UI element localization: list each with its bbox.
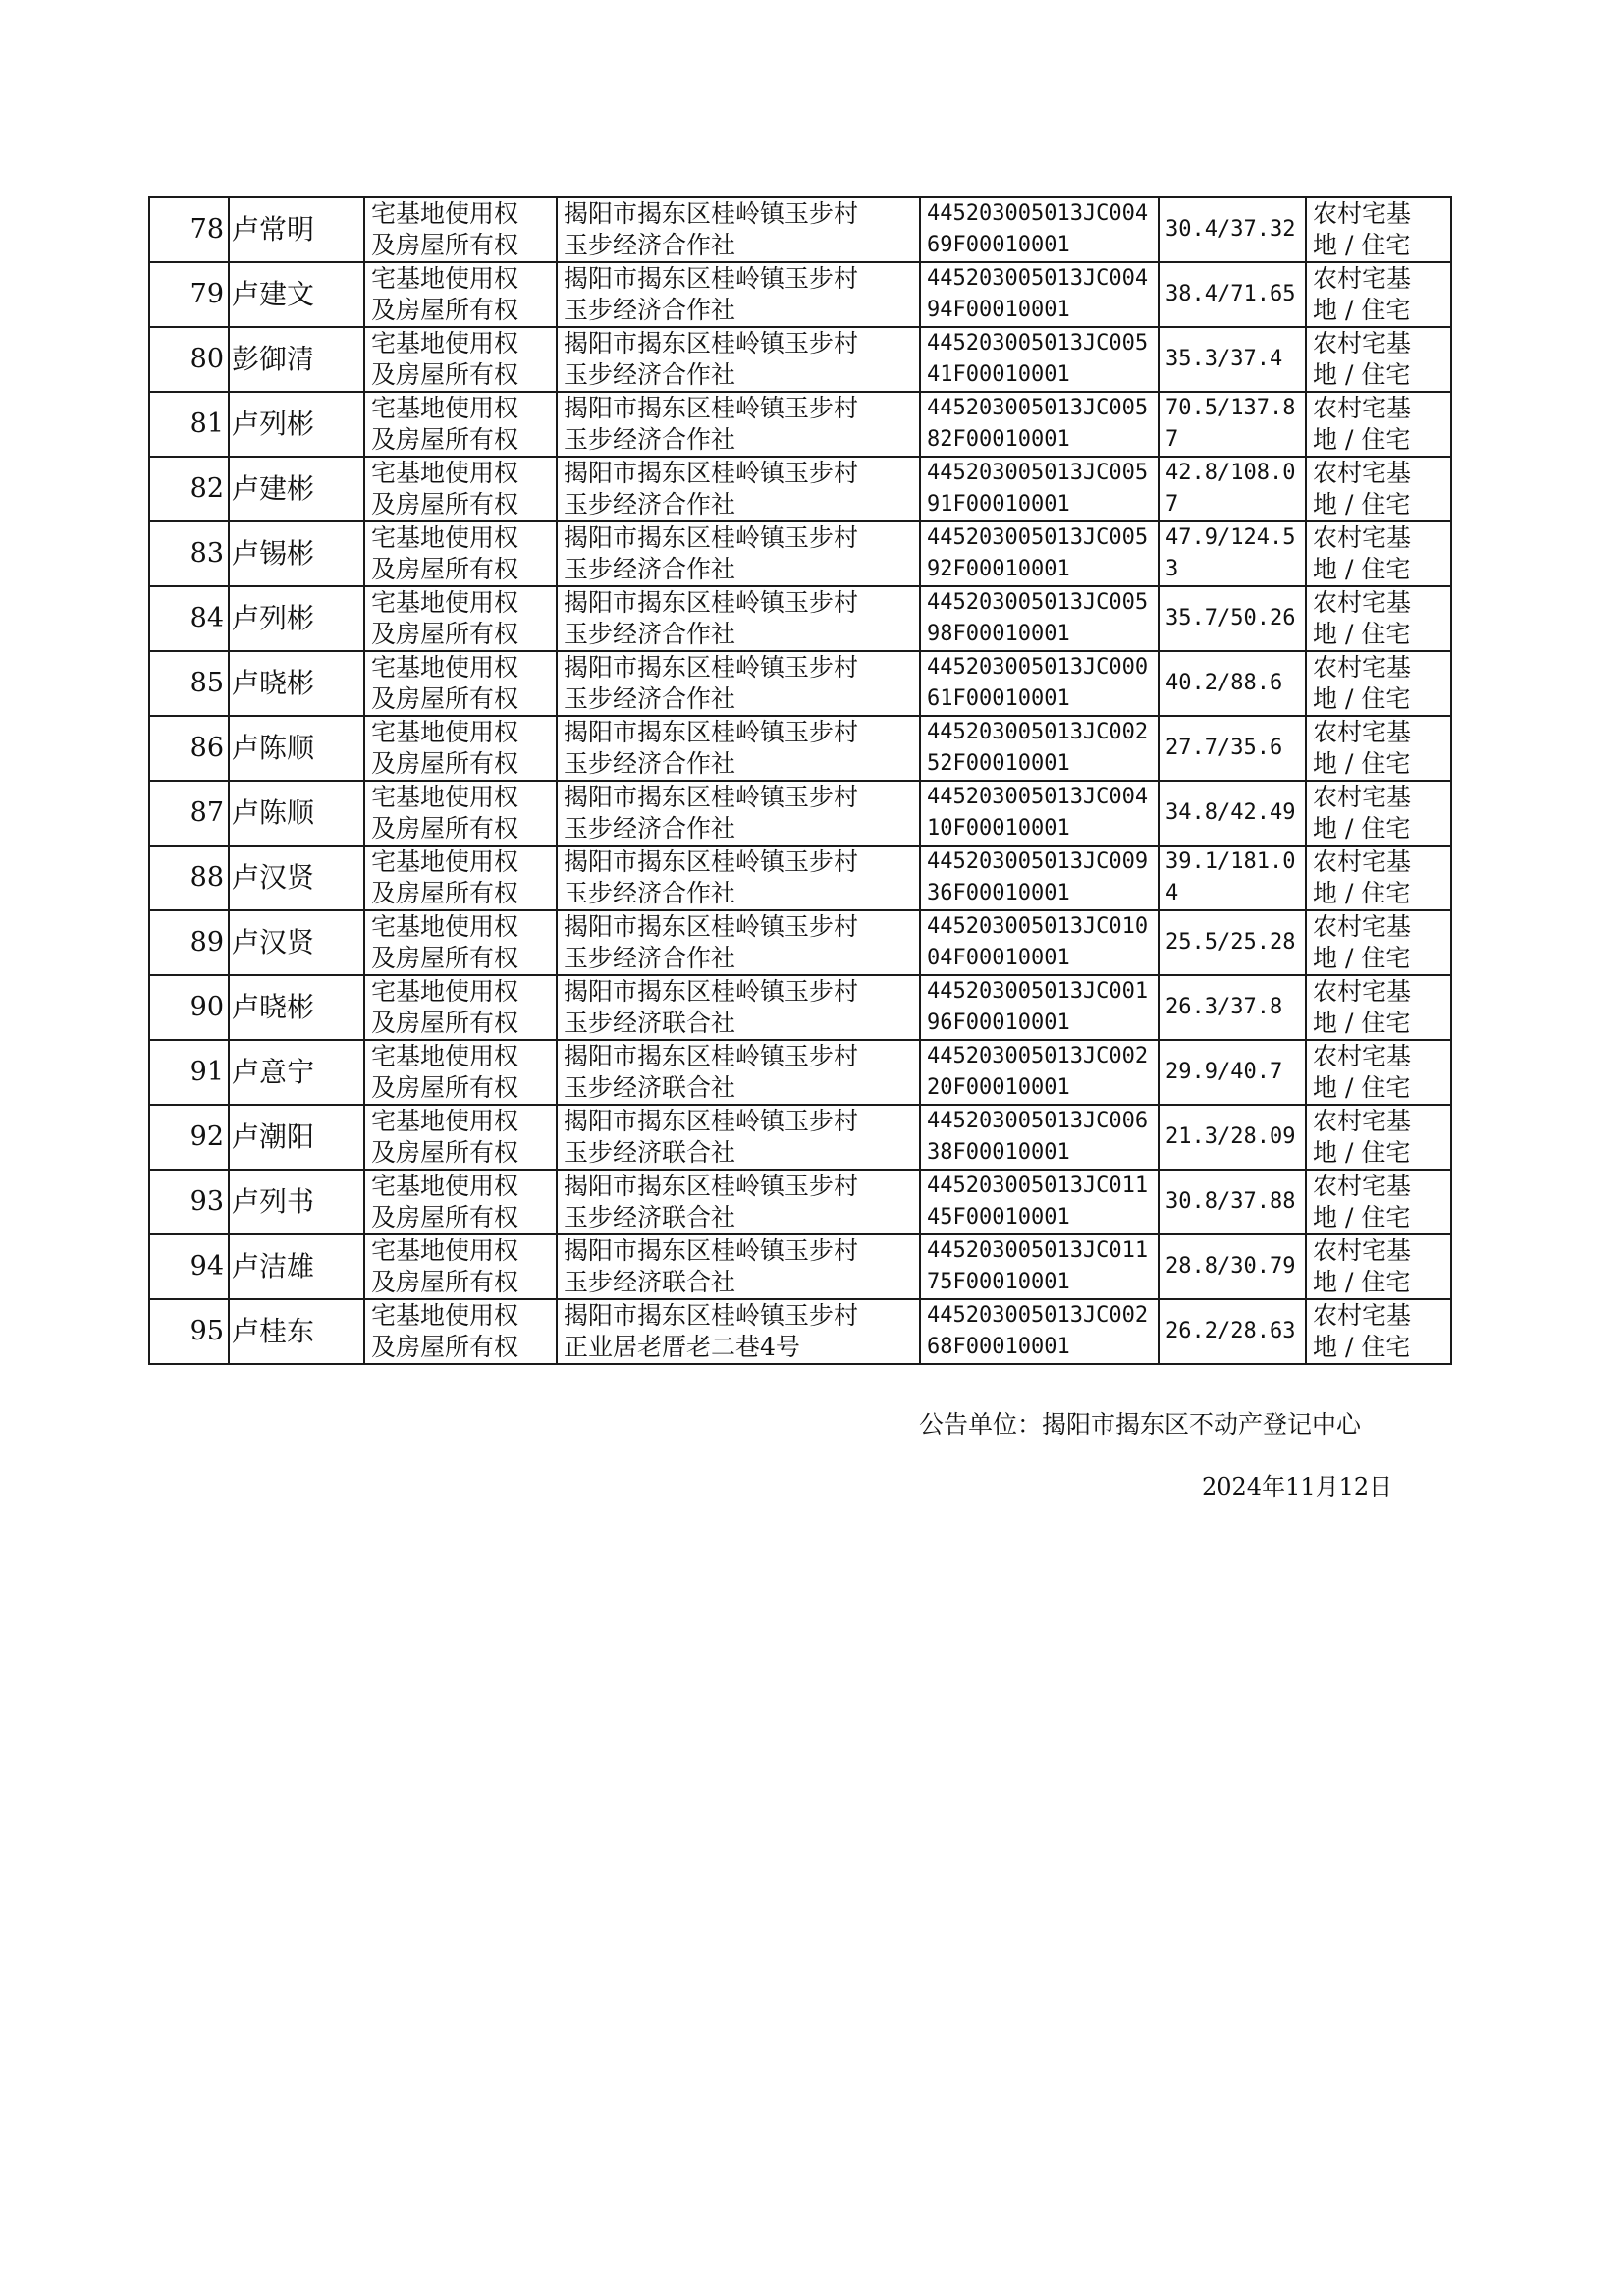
- property-location-line: 揭阳市揭东区桂岭镇玉步村: [564, 459, 859, 487]
- right-type: [364, 457, 557, 521]
- right-type: [364, 586, 557, 651]
- area-value: 47.9/124.53: [1159, 521, 1306, 586]
- usage-type-line: 地 / 住宅: [1313, 879, 1411, 907]
- property-location: [557, 716, 920, 781]
- property-location: [557, 1170, 920, 1234]
- usage-type-line: 地 / 住宅: [1313, 490, 1411, 519]
- table-row: [149, 1299, 1451, 1364]
- usage-type: [1306, 1105, 1451, 1170]
- usage-type-line: 农村宅基: [1313, 718, 1412, 746]
- right-type: [364, 1299, 557, 1364]
- row-number: 87: [149, 781, 229, 846]
- property-location-line: 玉步经济合作社: [564, 360, 736, 389]
- usage-type-line: 地 / 住宅: [1313, 296, 1411, 324]
- usage-type-line: 地 / 住宅: [1313, 1009, 1411, 1037]
- right-type-line: 宅基地使用权: [371, 1042, 519, 1070]
- right-type-line: 及房屋所有权: [371, 620, 519, 648]
- usage-type: [1306, 1299, 1451, 1364]
- area-value: 30.8/37.88: [1159, 1170, 1306, 1234]
- property-location-line: 揭阳市揭东区桂岭镇玉步村: [564, 1301, 859, 1330]
- usage-type: [1306, 327, 1451, 392]
- right-type-line: 宅基地使用权: [371, 588, 519, 617]
- right-type: [364, 1105, 557, 1170]
- property-location: [557, 392, 920, 457]
- area-value: 26.3/37.8: [1159, 975, 1306, 1040]
- usage-type-line: 农村宅基: [1313, 264, 1412, 293]
- holder-name: 卢建文: [229, 262, 364, 327]
- table-row: [149, 781, 1451, 846]
- right-type: [364, 716, 557, 781]
- area-value: 35.3/37.4: [1159, 327, 1306, 392]
- table-row: [149, 1234, 1451, 1299]
- right-type-line: 及房屋所有权: [371, 879, 519, 907]
- property-location-line: 玉步经济合作社: [564, 944, 736, 972]
- property-location: [557, 975, 920, 1040]
- right-type-line: 宅基地使用权: [371, 847, 519, 876]
- property-location: [557, 262, 920, 327]
- property-location-line: 玉步经济联合社: [564, 1203, 736, 1231]
- right-type-line: 及房屋所有权: [371, 1138, 519, 1167]
- row-number: 85: [149, 651, 229, 716]
- property-location-line: 揭阳市揭东区桂岭镇玉步村: [564, 523, 859, 552]
- right-type-line: 及房屋所有权: [371, 684, 519, 713]
- table-row: [149, 327, 1451, 392]
- holder-name: 卢锡彬: [229, 521, 364, 586]
- records-table-body: [149, 197, 1451, 1364]
- property-location-line: 揭阳市揭东区桂岭镇玉步村: [564, 394, 859, 422]
- property-unit-code: 445203005013JC00252F00010001: [920, 716, 1159, 781]
- property-location: [557, 846, 920, 910]
- property-location-line: 玉步经济合作社: [564, 879, 736, 907]
- row-number: 94: [149, 1234, 229, 1299]
- right-type: [364, 1040, 557, 1105]
- area-value: 42.8/108.07: [1159, 457, 1306, 521]
- right-type-line: 宅基地使用权: [371, 977, 519, 1006]
- usage-type-line: 地 / 住宅: [1313, 620, 1411, 648]
- right-type-line: 及房屋所有权: [371, 1203, 519, 1231]
- usage-type-line: 地 / 住宅: [1313, 231, 1411, 259]
- right-type-line: 及房屋所有权: [371, 490, 519, 519]
- records-table: [148, 196, 1452, 1365]
- row-number: 82: [149, 457, 229, 521]
- property-location-line: 玉步经济合作社: [564, 814, 736, 843]
- property-location: [557, 781, 920, 846]
- usage-type-line: 农村宅基: [1313, 329, 1412, 357]
- property-location-line: 玉步经济联合社: [564, 1138, 736, 1167]
- table-row: [149, 1170, 1451, 1234]
- usage-type-line: 地 / 住宅: [1313, 1268, 1411, 1296]
- property-location-line: 揭阳市揭东区桂岭镇玉步村: [564, 912, 859, 941]
- property-location: [557, 327, 920, 392]
- row-number: 81: [149, 392, 229, 457]
- usage-type: [1306, 910, 1451, 975]
- property-unit-code: 445203005013JC00591F00010001: [920, 457, 1159, 521]
- table-row: [149, 910, 1451, 975]
- right-type: [364, 1170, 557, 1234]
- property-location-line: 玉步经济合作社: [564, 296, 736, 324]
- property-location-line: 玉步经济合作社: [564, 620, 736, 648]
- right-type-line: 及房屋所有权: [371, 1268, 519, 1296]
- holder-name: 卢常明: [229, 197, 364, 262]
- usage-type-line: 地 / 住宅: [1313, 1138, 1411, 1167]
- usage-type-line: 农村宅基: [1313, 912, 1412, 941]
- right-type: [364, 197, 557, 262]
- property-unit-code: 445203005013JC00494F00010001: [920, 262, 1159, 327]
- holder-name: 卢桂东: [229, 1299, 364, 1364]
- row-number: 79: [149, 262, 229, 327]
- right-type-line: 及房屋所有权: [371, 814, 519, 843]
- holder-name: 卢列彬: [229, 586, 364, 651]
- usage-type-line: 地 / 住宅: [1313, 944, 1411, 972]
- right-type-line: 宅基地使用权: [371, 1172, 519, 1200]
- right-type-line: 宅基地使用权: [371, 1107, 519, 1135]
- usage-type-line: 农村宅基: [1313, 588, 1412, 617]
- usage-type-line: 农村宅基: [1313, 1172, 1412, 1200]
- usage-type: [1306, 846, 1451, 910]
- right-type-line: 宅基地使用权: [371, 329, 519, 357]
- property-location-line: 揭阳市揭东区桂岭镇玉步村: [564, 264, 859, 293]
- right-type-line: 宅基地使用权: [371, 394, 519, 422]
- property-location-line: 揭阳市揭东区桂岭镇玉步村: [564, 653, 859, 682]
- property-location: [557, 197, 920, 262]
- right-type-line: 宅基地使用权: [371, 912, 519, 941]
- holder-name: 卢晓彬: [229, 975, 364, 1040]
- right-type-line: 及房屋所有权: [371, 231, 519, 259]
- right-type-line: 宅基地使用权: [371, 718, 519, 746]
- property-unit-code: 445203005013JC01175F00010001: [920, 1234, 1159, 1299]
- right-type-line: 宅基地使用权: [371, 653, 519, 682]
- property-unit-code: 445203005013JC00592F00010001: [920, 521, 1159, 586]
- usage-type: [1306, 262, 1451, 327]
- property-location-line: 揭阳市揭东区桂岭镇玉步村: [564, 783, 859, 811]
- usage-type-line: 农村宅基: [1313, 459, 1412, 487]
- property-location-line: 揭阳市揭东区桂岭镇玉步村: [564, 977, 859, 1006]
- table-row: [149, 197, 1451, 262]
- usage-type-line: 地 / 住宅: [1313, 555, 1411, 583]
- property-location-line: 揭阳市揭东区桂岭镇玉步村: [564, 1042, 859, 1070]
- table-row: [149, 521, 1451, 586]
- usage-type-line: 农村宅基: [1313, 394, 1412, 422]
- table-row: [149, 392, 1451, 457]
- property-unit-code: 445203005013JC00410F00010001: [920, 781, 1159, 846]
- usage-type: [1306, 1234, 1451, 1299]
- right-type-line: 及房屋所有权: [371, 1333, 519, 1361]
- holder-name: 卢列彬: [229, 392, 364, 457]
- usage-type-line: 地 / 住宅: [1313, 360, 1411, 389]
- holder-name: 卢汉贤: [229, 846, 364, 910]
- right-type-line: 宅基地使用权: [371, 523, 519, 552]
- property-location-line: 揭阳市揭东区桂岭镇玉步村: [564, 588, 859, 617]
- right-type-line: 宅基地使用权: [371, 1236, 519, 1265]
- property-unit-code: 445203005013JC00061F00010001: [920, 651, 1159, 716]
- holder-name: 卢晓彬: [229, 651, 364, 716]
- right-type-line: 及房屋所有权: [371, 749, 519, 778]
- area-value: 25.5/25.28: [1159, 910, 1306, 975]
- row-number: 86: [149, 716, 229, 781]
- table-row: [149, 1040, 1451, 1105]
- property-location-line: 揭阳市揭东区桂岭镇玉步村: [564, 329, 859, 357]
- usage-type: [1306, 1170, 1451, 1234]
- property-location-line: 玉步经济合作社: [564, 749, 736, 778]
- area-value: 35.7/50.26: [1159, 586, 1306, 651]
- usage-type: [1306, 1040, 1451, 1105]
- property-unit-code: 445203005013JC00638F00010001: [920, 1105, 1159, 1170]
- right-type-line: 及房屋所有权: [371, 555, 519, 583]
- property-unit-code: 445203005013JC00541F00010001: [920, 327, 1159, 392]
- usage-type-line: 地 / 住宅: [1313, 1333, 1411, 1361]
- holder-name: 卢陈顺: [229, 781, 364, 846]
- property-unit-code: 445203005013JC01004F00010001: [920, 910, 1159, 975]
- property-location: [557, 1040, 920, 1105]
- row-number: 88: [149, 846, 229, 910]
- usage-type: [1306, 457, 1451, 521]
- right-type: [364, 521, 557, 586]
- holder-name: 彭御清: [229, 327, 364, 392]
- usage-type-line: 地 / 住宅: [1313, 425, 1411, 454]
- holder-name: 卢建彬: [229, 457, 364, 521]
- area-value: 70.5/137.87: [1159, 392, 1306, 457]
- holder-name: 卢陈顺: [229, 716, 364, 781]
- property-unit-code: 445203005013JC00936F00010001: [920, 846, 1159, 910]
- usage-type-line: 农村宅基: [1313, 783, 1412, 811]
- holder-name: 卢洁雄: [229, 1234, 364, 1299]
- right-type-line: 及房屋所有权: [371, 360, 519, 389]
- holder-name: 卢列书: [229, 1170, 364, 1234]
- property-location: [557, 1299, 920, 1364]
- row-number: 84: [149, 586, 229, 651]
- usage-type: [1306, 975, 1451, 1040]
- right-type-line: 宅基地使用权: [371, 459, 519, 487]
- right-type-line: 及房屋所有权: [371, 296, 519, 324]
- usage-type-line: 农村宅基: [1313, 1107, 1412, 1135]
- usage-type: [1306, 521, 1451, 586]
- usage-type-line: 农村宅基: [1313, 847, 1412, 876]
- property-location-line: 玉步经济联合社: [564, 1009, 736, 1037]
- right-type: [364, 651, 557, 716]
- table-row: [149, 1105, 1451, 1170]
- property-unit-code: 445203005013JC00582F00010001: [920, 392, 1159, 457]
- right-type-line: 及房屋所有权: [371, 1073, 519, 1102]
- table-row: [149, 846, 1451, 910]
- property-location: [557, 457, 920, 521]
- usage-type-line: 农村宅基: [1313, 977, 1412, 1006]
- property-location-line: 玉步经济联合社: [564, 1073, 736, 1102]
- row-number: 89: [149, 910, 229, 975]
- usage-type-line: 地 / 住宅: [1313, 814, 1411, 843]
- row-number: 83: [149, 521, 229, 586]
- property-location-line: 揭阳市揭东区桂岭镇玉步村: [564, 718, 859, 746]
- usage-type: [1306, 586, 1451, 651]
- property-location-line: 玉步经济合作社: [564, 490, 736, 519]
- area-value: 27.7/35.6: [1159, 716, 1306, 781]
- property-location-line: 玉步经济联合社: [564, 1268, 736, 1296]
- area-value: 39.1/181.04: [1159, 846, 1306, 910]
- area-value: 38.4/71.65: [1159, 262, 1306, 327]
- row-number: 95: [149, 1299, 229, 1364]
- property-location-line: 揭阳市揭东区桂岭镇玉步村: [564, 1107, 859, 1135]
- area-value: 29.9/40.7: [1159, 1040, 1306, 1105]
- usage-type-line: 地 / 住宅: [1313, 1203, 1411, 1231]
- property-location: [557, 1105, 920, 1170]
- property-location-line: 玉步经济合作社: [564, 231, 736, 259]
- property-unit-code: 445203005013JC00220F00010001: [920, 1040, 1159, 1105]
- right-type: [364, 846, 557, 910]
- row-number: 93: [149, 1170, 229, 1234]
- property-location-line: 玉步经济合作社: [564, 425, 736, 454]
- property-location: [557, 521, 920, 586]
- right-type: [364, 975, 557, 1040]
- property-unit-code: 445203005013JC00196F00010001: [920, 975, 1159, 1040]
- property-location: [557, 651, 920, 716]
- announcement-date: 2024年11月12日: [1202, 1473, 1393, 1501]
- usage-type: [1306, 651, 1451, 716]
- area-value: 21.3/28.09: [1159, 1105, 1306, 1170]
- usage-type-line: 地 / 住宅: [1313, 749, 1411, 778]
- property-location-line: 揭阳市揭东区桂岭镇玉步村: [564, 199, 859, 228]
- property-unit-code: 445203005013JC00469F00010001: [920, 197, 1159, 262]
- usage-type-line: 农村宅基: [1313, 1301, 1412, 1330]
- right-type-line: 宅基地使用权: [371, 1301, 519, 1330]
- row-number: 80: [149, 327, 229, 392]
- usage-type: [1306, 716, 1451, 781]
- usage-type-line: 农村宅基: [1313, 1236, 1412, 1265]
- usage-type-line: 农村宅基: [1313, 1042, 1412, 1070]
- holder-name: 卢意宁: [229, 1040, 364, 1105]
- table-row: [149, 975, 1451, 1040]
- right-type-line: 宅基地使用权: [371, 783, 519, 811]
- right-type-line: 宅基地使用权: [371, 264, 519, 293]
- property-location-line: 揭阳市揭东区桂岭镇玉步村: [564, 1172, 859, 1200]
- table-row: [149, 651, 1451, 716]
- row-number: 78: [149, 197, 229, 262]
- property-location: [557, 586, 920, 651]
- property-unit-code: 445203005013JC00598F00010001: [920, 586, 1159, 651]
- holder-name: 卢汉贤: [229, 910, 364, 975]
- usage-type-line: 地 / 住宅: [1313, 1073, 1411, 1102]
- area-value: 26.2/28.63: [1159, 1299, 1306, 1364]
- usage-type: [1306, 392, 1451, 457]
- table-row: [149, 457, 1451, 521]
- usage-type-line: 农村宅基: [1313, 199, 1412, 228]
- right-type: [364, 327, 557, 392]
- right-type: [364, 1234, 557, 1299]
- right-type: [364, 392, 557, 457]
- usage-type-line: 农村宅基: [1313, 523, 1412, 552]
- right-type: [364, 781, 557, 846]
- area-value: 40.2/88.6: [1159, 651, 1306, 716]
- table-row: [149, 262, 1451, 327]
- property-location-line: 揭阳市揭东区桂岭镇玉步村: [564, 847, 859, 876]
- area-value: 34.8/42.49: [1159, 781, 1306, 846]
- table-row: [149, 716, 1451, 781]
- usage-type-line: 地 / 住宅: [1313, 684, 1411, 713]
- row-number: 91: [149, 1040, 229, 1105]
- property-location-line: 玉步经济合作社: [564, 555, 736, 583]
- area-value: 30.4/37.32: [1159, 197, 1306, 262]
- right-type-line: 及房屋所有权: [371, 944, 519, 972]
- row-number: 90: [149, 975, 229, 1040]
- usage-type: [1306, 197, 1451, 262]
- property-location: [557, 910, 920, 975]
- property-unit-code: 445203005013JC01145F00010001: [920, 1170, 1159, 1234]
- property-location-line: 揭阳市揭东区桂岭镇玉步村: [564, 1236, 859, 1265]
- holder-name: 卢潮阳: [229, 1105, 364, 1170]
- property-location: [557, 1234, 920, 1299]
- right-type-line: 及房屋所有权: [371, 425, 519, 454]
- property-location-line: 玉步经济合作社: [564, 684, 736, 713]
- table-row: [149, 586, 1451, 651]
- area-value: 28.8/30.79: [1159, 1234, 1306, 1299]
- announcing-unit: 公告单位：揭阳市揭东区不动产登记中心: [919, 1410, 1362, 1439]
- usage-type-line: 农村宅基: [1313, 653, 1412, 682]
- property-location-line: 正业居老厝老二巷4号: [564, 1333, 800, 1361]
- right-type-line: 宅基地使用权: [371, 199, 519, 228]
- right-type-line: 及房屋所有权: [371, 1009, 519, 1037]
- row-number: 92: [149, 1105, 229, 1170]
- right-type: [364, 262, 557, 327]
- usage-type: [1306, 781, 1451, 846]
- property-unit-code: 445203005013JC00268F00010001: [920, 1299, 1159, 1364]
- right-type: [364, 910, 557, 975]
